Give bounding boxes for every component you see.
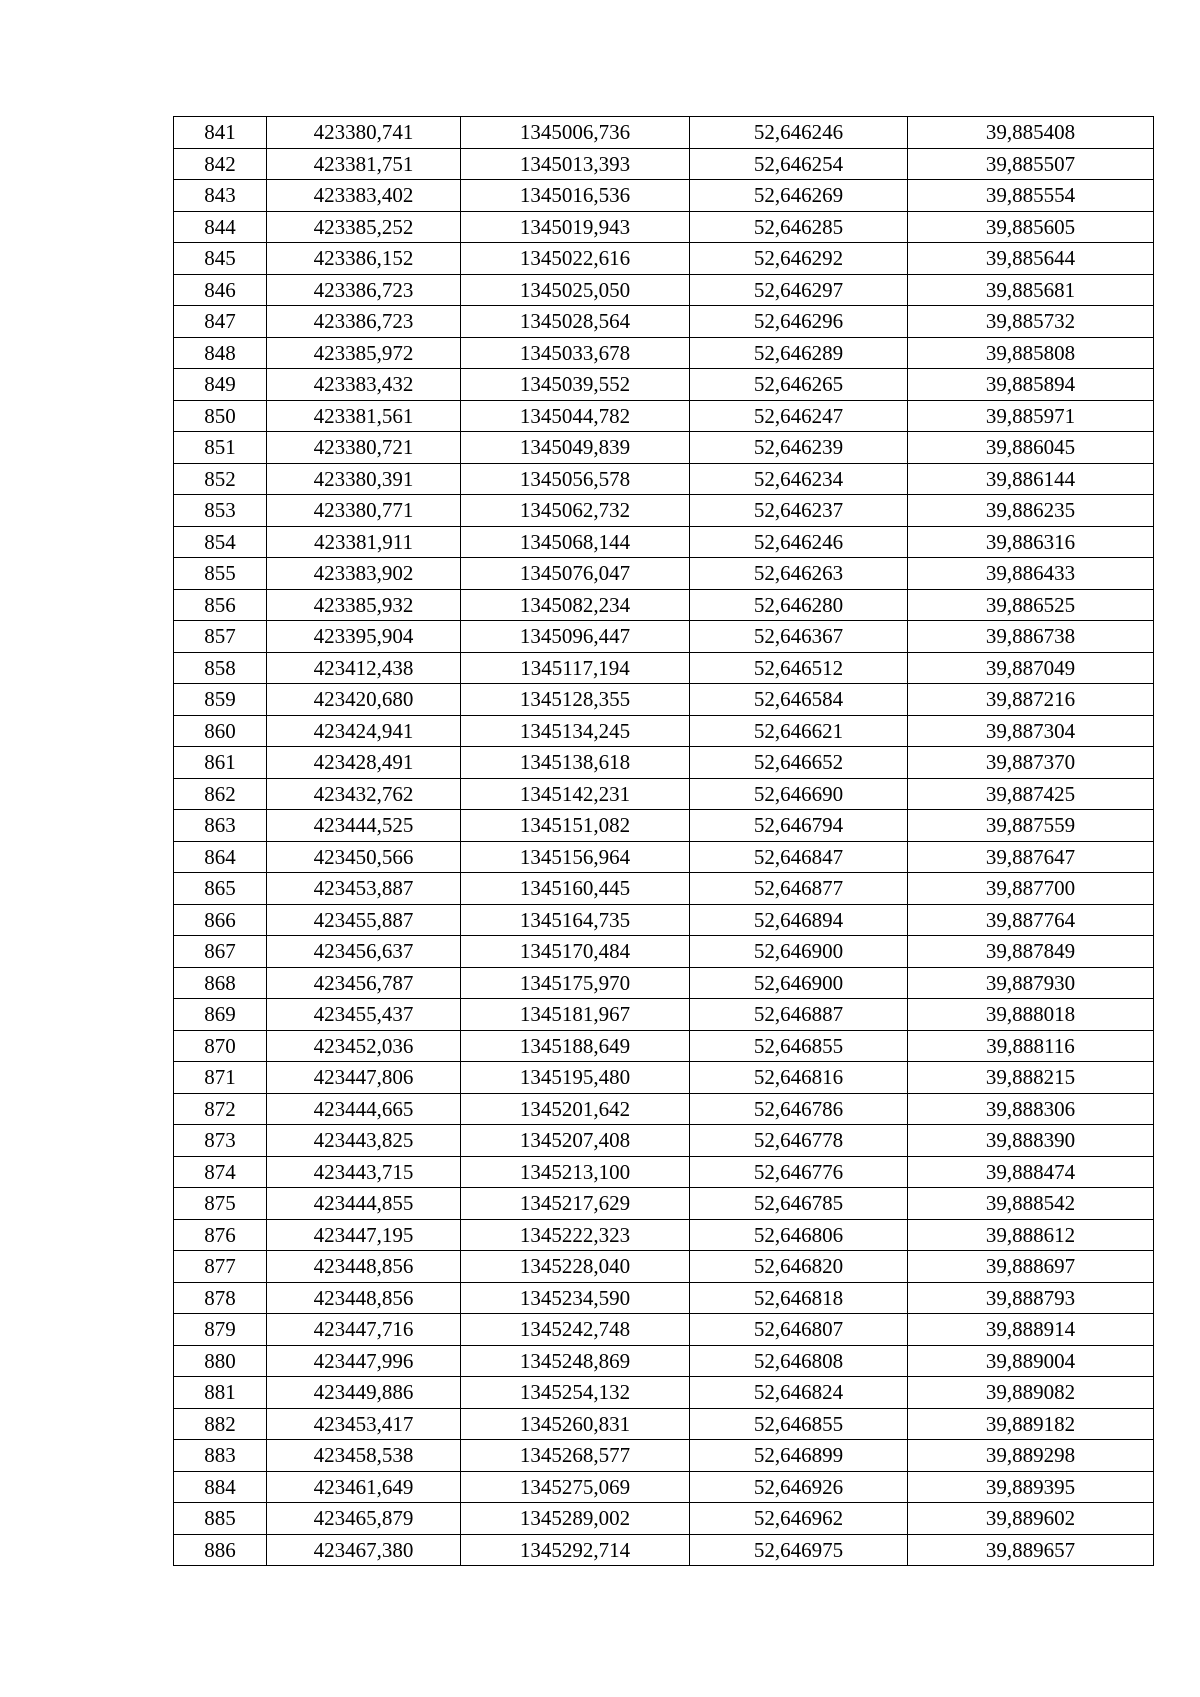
y-coordinate-cell: 1345170,484 xyxy=(461,936,690,968)
x-coordinate-cell: 423420,680 xyxy=(267,684,461,716)
point-number-cell: 847 xyxy=(174,306,267,338)
x-coordinate-cell: 423447,806 xyxy=(267,1062,461,1094)
latitude-cell: 52,646289 xyxy=(690,337,908,369)
point-number-cell: 859 xyxy=(174,684,267,716)
y-coordinate-cell: 1345056,578 xyxy=(461,463,690,495)
longitude-cell: 39,888793 xyxy=(908,1282,1154,1314)
longitude-cell: 39,889082 xyxy=(908,1377,1154,1409)
longitude-cell: 39,887849 xyxy=(908,936,1154,968)
point-number-cell: 846 xyxy=(174,274,267,306)
table-row xyxy=(174,936,1154,968)
y-coordinate-cell: 1345289,002 xyxy=(461,1503,690,1535)
x-coordinate-cell: 423455,437 xyxy=(267,999,461,1031)
longitude-cell: 39,886738 xyxy=(908,621,1154,653)
longitude-cell: 39,888474 xyxy=(908,1156,1154,1188)
y-coordinate-cell: 1345217,629 xyxy=(461,1188,690,1220)
coordinates-table-body xyxy=(174,117,1154,1566)
table-row xyxy=(174,211,1154,243)
table-row xyxy=(174,684,1154,716)
x-coordinate-cell: 423449,886 xyxy=(267,1377,461,1409)
table-row xyxy=(174,967,1154,999)
y-coordinate-cell: 1345181,967 xyxy=(461,999,690,1031)
point-number-cell: 856 xyxy=(174,589,267,621)
y-coordinate-cell: 1345068,144 xyxy=(461,526,690,558)
table-row xyxy=(174,589,1154,621)
x-coordinate-cell: 423385,932 xyxy=(267,589,461,621)
y-coordinate-cell: 1345201,642 xyxy=(461,1093,690,1125)
table-row xyxy=(174,778,1154,810)
y-coordinate-cell: 1345138,618 xyxy=(461,747,690,779)
y-coordinate-cell: 1345062,732 xyxy=(461,495,690,527)
y-coordinate-cell: 1345234,590 xyxy=(461,1282,690,1314)
latitude-cell: 52,646855 xyxy=(690,1030,908,1062)
point-number-cell: 861 xyxy=(174,747,267,779)
latitude-cell: 52,646292 xyxy=(690,243,908,275)
y-coordinate-cell: 1345292,714 xyxy=(461,1534,690,1566)
point-number-cell: 858 xyxy=(174,652,267,684)
x-coordinate-cell: 423447,716 xyxy=(267,1314,461,1346)
longitude-cell: 39,887049 xyxy=(908,652,1154,684)
latitude-cell: 52,646855 xyxy=(690,1408,908,1440)
point-number-cell: 872 xyxy=(174,1093,267,1125)
latitude-cell: 52,646808 xyxy=(690,1345,908,1377)
y-coordinate-cell: 1345044,782 xyxy=(461,400,690,432)
table-row xyxy=(174,1251,1154,1283)
x-coordinate-cell: 423453,417 xyxy=(267,1408,461,1440)
point-number-cell: 843 xyxy=(174,180,267,212)
latitude-cell: 52,646807 xyxy=(690,1314,908,1346)
x-coordinate-cell: 423385,972 xyxy=(267,337,461,369)
point-number-cell: 842 xyxy=(174,148,267,180)
point-number-cell: 866 xyxy=(174,904,267,936)
y-coordinate-cell: 1345151,082 xyxy=(461,810,690,842)
longitude-cell: 39,889602 xyxy=(908,1503,1154,1535)
longitude-cell: 39,887304 xyxy=(908,715,1154,747)
latitude-cell: 52,646254 xyxy=(690,148,908,180)
y-coordinate-cell: 1345076,047 xyxy=(461,558,690,590)
table-row xyxy=(174,999,1154,1031)
y-coordinate-cell: 1345213,100 xyxy=(461,1156,690,1188)
x-coordinate-cell: 423381,561 xyxy=(267,400,461,432)
point-number-cell: 849 xyxy=(174,369,267,401)
latitude-cell: 52,646794 xyxy=(690,810,908,842)
point-number-cell: 868 xyxy=(174,967,267,999)
x-coordinate-cell: 423386,723 xyxy=(267,306,461,338)
latitude-cell: 52,646280 xyxy=(690,589,908,621)
latitude-cell: 52,646900 xyxy=(690,936,908,968)
table-row xyxy=(174,873,1154,905)
point-number-cell: 863 xyxy=(174,810,267,842)
table-row xyxy=(174,526,1154,558)
y-coordinate-cell: 1345207,408 xyxy=(461,1125,690,1157)
table-row xyxy=(174,1093,1154,1125)
table-row xyxy=(174,400,1154,432)
point-number-cell: 869 xyxy=(174,999,267,1031)
longitude-cell: 39,887700 xyxy=(908,873,1154,905)
point-number-cell: 844 xyxy=(174,211,267,243)
point-number-cell: 851 xyxy=(174,432,267,464)
longitude-cell: 39,888390 xyxy=(908,1125,1154,1157)
latitude-cell: 52,646926 xyxy=(690,1471,908,1503)
point-number-cell: 874 xyxy=(174,1156,267,1188)
point-number-cell: 848 xyxy=(174,337,267,369)
longitude-cell: 39,887425 xyxy=(908,778,1154,810)
latitude-cell: 52,646296 xyxy=(690,306,908,338)
longitude-cell: 39,886045 xyxy=(908,432,1154,464)
point-number-cell: 878 xyxy=(174,1282,267,1314)
latitude-cell: 52,646246 xyxy=(690,117,908,149)
table-row xyxy=(174,1282,1154,1314)
x-coordinate-cell: 423458,538 xyxy=(267,1440,461,1472)
y-coordinate-cell: 1345033,678 xyxy=(461,337,690,369)
table-row xyxy=(174,810,1154,842)
longitude-cell: 39,885971 xyxy=(908,400,1154,432)
longitude-cell: 39,889298 xyxy=(908,1440,1154,1472)
latitude-cell: 52,646778 xyxy=(690,1125,908,1157)
x-coordinate-cell: 423395,904 xyxy=(267,621,461,653)
longitude-cell: 39,888306 xyxy=(908,1093,1154,1125)
x-coordinate-cell: 423453,887 xyxy=(267,873,461,905)
longitude-cell: 39,888612 xyxy=(908,1219,1154,1251)
x-coordinate-cell: 423443,825 xyxy=(267,1125,461,1157)
table-row xyxy=(174,369,1154,401)
point-number-cell: 882 xyxy=(174,1408,267,1440)
latitude-cell: 52,646652 xyxy=(690,747,908,779)
latitude-cell: 52,646877 xyxy=(690,873,908,905)
longitude-cell: 39,888215 xyxy=(908,1062,1154,1094)
y-coordinate-cell: 1345175,970 xyxy=(461,967,690,999)
x-coordinate-cell: 423444,525 xyxy=(267,810,461,842)
longitude-cell: 39,885808 xyxy=(908,337,1154,369)
point-number-cell: 883 xyxy=(174,1440,267,1472)
longitude-cell: 39,885681 xyxy=(908,274,1154,306)
x-coordinate-cell: 423443,715 xyxy=(267,1156,461,1188)
latitude-cell: 52,646297 xyxy=(690,274,908,306)
latitude-cell: 52,646285 xyxy=(690,211,908,243)
y-coordinate-cell: 1345028,564 xyxy=(461,306,690,338)
point-number-cell: 854 xyxy=(174,526,267,558)
x-coordinate-cell: 423380,771 xyxy=(267,495,461,527)
latitude-cell: 52,646234 xyxy=(690,463,908,495)
x-coordinate-cell: 423447,195 xyxy=(267,1219,461,1251)
y-coordinate-cell: 1345260,831 xyxy=(461,1408,690,1440)
longitude-cell: 39,885732 xyxy=(908,306,1154,338)
latitude-cell: 52,646900 xyxy=(690,967,908,999)
point-number-cell: 853 xyxy=(174,495,267,527)
point-number-cell: 850 xyxy=(174,400,267,432)
x-coordinate-cell: 423456,637 xyxy=(267,936,461,968)
table-row xyxy=(174,1503,1154,1535)
x-coordinate-cell: 423455,887 xyxy=(267,904,461,936)
y-coordinate-cell: 1345248,869 xyxy=(461,1345,690,1377)
y-coordinate-cell: 1345049,839 xyxy=(461,432,690,464)
point-number-cell: 884 xyxy=(174,1471,267,1503)
table-row xyxy=(174,117,1154,149)
table-row xyxy=(174,432,1154,464)
longitude-cell: 39,888116 xyxy=(908,1030,1154,1062)
longitude-cell: 39,889004 xyxy=(908,1345,1154,1377)
y-coordinate-cell: 1345160,445 xyxy=(461,873,690,905)
x-coordinate-cell: 423456,787 xyxy=(267,967,461,999)
y-coordinate-cell: 1345222,323 xyxy=(461,1219,690,1251)
table-row xyxy=(174,243,1154,275)
y-coordinate-cell: 1345039,552 xyxy=(461,369,690,401)
x-coordinate-cell: 423465,879 xyxy=(267,1503,461,1535)
y-coordinate-cell: 1345013,393 xyxy=(461,148,690,180)
latitude-cell: 52,646824 xyxy=(690,1377,908,1409)
point-number-cell: 867 xyxy=(174,936,267,968)
point-number-cell: 862 xyxy=(174,778,267,810)
y-coordinate-cell: 1345164,735 xyxy=(461,904,690,936)
y-coordinate-cell: 1345016,536 xyxy=(461,180,690,212)
latitude-cell: 52,646367 xyxy=(690,621,908,653)
y-coordinate-cell: 1345022,616 xyxy=(461,243,690,275)
longitude-cell: 39,888697 xyxy=(908,1251,1154,1283)
x-coordinate-cell: 423386,152 xyxy=(267,243,461,275)
table-row xyxy=(174,1219,1154,1251)
y-coordinate-cell: 1345025,050 xyxy=(461,274,690,306)
latitude-cell: 52,646962 xyxy=(690,1503,908,1535)
longitude-cell: 39,886525 xyxy=(908,589,1154,621)
table-row xyxy=(174,148,1154,180)
latitude-cell: 52,646806 xyxy=(690,1219,908,1251)
y-coordinate-cell: 1345117,194 xyxy=(461,652,690,684)
x-coordinate-cell: 423385,252 xyxy=(267,211,461,243)
point-number-cell: 852 xyxy=(174,463,267,495)
latitude-cell: 52,646975 xyxy=(690,1534,908,1566)
x-coordinate-cell: 423461,649 xyxy=(267,1471,461,1503)
point-number-cell: 870 xyxy=(174,1030,267,1062)
point-number-cell: 855 xyxy=(174,558,267,590)
point-number-cell: 886 xyxy=(174,1534,267,1566)
longitude-cell: 39,887216 xyxy=(908,684,1154,716)
latitude-cell: 52,646887 xyxy=(690,999,908,1031)
x-coordinate-cell: 423444,855 xyxy=(267,1188,461,1220)
longitude-cell: 39,885644 xyxy=(908,243,1154,275)
y-coordinate-cell: 1345006,736 xyxy=(461,117,690,149)
point-number-cell: 864 xyxy=(174,841,267,873)
x-coordinate-cell: 423448,856 xyxy=(267,1251,461,1283)
longitude-cell: 39,885554 xyxy=(908,180,1154,212)
table-row xyxy=(174,1188,1154,1220)
x-coordinate-cell: 423452,036 xyxy=(267,1030,461,1062)
x-coordinate-cell: 423428,491 xyxy=(267,747,461,779)
table-row xyxy=(174,841,1154,873)
latitude-cell: 52,646776 xyxy=(690,1156,908,1188)
longitude-cell: 39,889182 xyxy=(908,1408,1154,1440)
y-coordinate-cell: 1345134,245 xyxy=(461,715,690,747)
point-number-cell: 879 xyxy=(174,1314,267,1346)
y-coordinate-cell: 1345188,649 xyxy=(461,1030,690,1062)
table-row xyxy=(174,558,1154,590)
latitude-cell: 52,646820 xyxy=(690,1251,908,1283)
table-row xyxy=(174,1030,1154,1062)
longitude-cell: 39,886235 xyxy=(908,495,1154,527)
y-coordinate-cell: 1345142,231 xyxy=(461,778,690,810)
point-number-cell: 865 xyxy=(174,873,267,905)
point-number-cell: 857 xyxy=(174,621,267,653)
x-coordinate-cell: 423380,721 xyxy=(267,432,461,464)
x-coordinate-cell: 423448,856 xyxy=(267,1282,461,1314)
x-coordinate-cell: 423386,723 xyxy=(267,274,461,306)
latitude-cell: 52,646621 xyxy=(690,715,908,747)
table-row xyxy=(174,274,1154,306)
point-number-cell: 841 xyxy=(174,117,267,149)
table-row xyxy=(174,495,1154,527)
table-row xyxy=(174,1062,1154,1094)
point-number-cell: 881 xyxy=(174,1377,267,1409)
y-coordinate-cell: 1345195,480 xyxy=(461,1062,690,1094)
longitude-cell: 39,886316 xyxy=(908,526,1154,558)
table-row xyxy=(174,1408,1154,1440)
y-coordinate-cell: 1345082,234 xyxy=(461,589,690,621)
longitude-cell: 39,888018 xyxy=(908,999,1154,1031)
y-coordinate-cell: 1345228,040 xyxy=(461,1251,690,1283)
longitude-cell: 39,887764 xyxy=(908,904,1154,936)
table-row xyxy=(174,1471,1154,1503)
longitude-cell: 39,888914 xyxy=(908,1314,1154,1346)
table-row xyxy=(174,747,1154,779)
point-number-cell: 876 xyxy=(174,1219,267,1251)
longitude-cell: 39,887559 xyxy=(908,810,1154,842)
latitude-cell: 52,646512 xyxy=(690,652,908,684)
table-row xyxy=(174,1156,1154,1188)
coordinates-table xyxy=(173,116,1154,1566)
table-row xyxy=(174,715,1154,747)
x-coordinate-cell: 423381,911 xyxy=(267,526,461,558)
latitude-cell: 52,646816 xyxy=(690,1062,908,1094)
latitude-cell: 52,646690 xyxy=(690,778,908,810)
latitude-cell: 52,646269 xyxy=(690,180,908,212)
latitude-cell: 52,646265 xyxy=(690,369,908,401)
longitude-cell: 39,889395 xyxy=(908,1471,1154,1503)
x-coordinate-cell: 423424,941 xyxy=(267,715,461,747)
point-number-cell: 873 xyxy=(174,1125,267,1157)
latitude-cell: 52,646786 xyxy=(690,1093,908,1125)
y-coordinate-cell: 1345156,964 xyxy=(461,841,690,873)
table-row xyxy=(174,306,1154,338)
y-coordinate-cell: 1345242,748 xyxy=(461,1314,690,1346)
x-coordinate-cell: 423467,380 xyxy=(267,1534,461,1566)
table-row xyxy=(174,1534,1154,1566)
point-number-cell: 845 xyxy=(174,243,267,275)
y-coordinate-cell: 1345268,577 xyxy=(461,1440,690,1472)
y-coordinate-cell: 1345096,447 xyxy=(461,621,690,653)
y-coordinate-cell: 1345254,132 xyxy=(461,1377,690,1409)
table-row xyxy=(174,337,1154,369)
latitude-cell: 52,646847 xyxy=(690,841,908,873)
longitude-cell: 39,887370 xyxy=(908,747,1154,779)
table-row xyxy=(174,180,1154,212)
table-row xyxy=(174,904,1154,936)
latitude-cell: 52,646247 xyxy=(690,400,908,432)
x-coordinate-cell: 423432,762 xyxy=(267,778,461,810)
x-coordinate-cell: 423381,751 xyxy=(267,148,461,180)
point-number-cell: 877 xyxy=(174,1251,267,1283)
point-number-cell: 875 xyxy=(174,1188,267,1220)
x-coordinate-cell: 423412,438 xyxy=(267,652,461,684)
latitude-cell: 52,646239 xyxy=(690,432,908,464)
latitude-cell: 52,646246 xyxy=(690,526,908,558)
x-coordinate-cell: 423447,996 xyxy=(267,1345,461,1377)
latitude-cell: 52,646894 xyxy=(690,904,908,936)
longitude-cell: 39,886433 xyxy=(908,558,1154,590)
x-coordinate-cell: 423380,391 xyxy=(267,463,461,495)
x-coordinate-cell: 423380,741 xyxy=(267,117,461,149)
x-coordinate-cell: 423383,902 xyxy=(267,558,461,590)
x-coordinate-cell: 423383,402 xyxy=(267,180,461,212)
latitude-cell: 52,646263 xyxy=(690,558,908,590)
table-row xyxy=(174,1125,1154,1157)
table-row xyxy=(174,1314,1154,1346)
table-row xyxy=(174,652,1154,684)
longitude-cell: 39,887930 xyxy=(908,967,1154,999)
longitude-cell: 39,887647 xyxy=(908,841,1154,873)
longitude-cell: 39,888542 xyxy=(908,1188,1154,1220)
longitude-cell: 39,885408 xyxy=(908,117,1154,149)
table-row xyxy=(174,463,1154,495)
latitude-cell: 52,646237 xyxy=(690,495,908,527)
y-coordinate-cell: 1345275,069 xyxy=(461,1471,690,1503)
x-coordinate-cell: 423383,432 xyxy=(267,369,461,401)
point-number-cell: 871 xyxy=(174,1062,267,1094)
y-coordinate-cell: 1345019,943 xyxy=(461,211,690,243)
latitude-cell: 52,646584 xyxy=(690,684,908,716)
latitude-cell: 52,646785 xyxy=(690,1188,908,1220)
longitude-cell: 39,885605 xyxy=(908,211,1154,243)
latitude-cell: 52,646899 xyxy=(690,1440,908,1472)
table-row xyxy=(174,1377,1154,1409)
point-number-cell: 885 xyxy=(174,1503,267,1535)
table-row xyxy=(174,1440,1154,1472)
longitude-cell: 39,885507 xyxy=(908,148,1154,180)
y-coordinate-cell: 1345128,355 xyxy=(461,684,690,716)
longitude-cell: 39,889657 xyxy=(908,1534,1154,1566)
point-number-cell: 880 xyxy=(174,1345,267,1377)
longitude-cell: 39,886144 xyxy=(908,463,1154,495)
latitude-cell: 52,646818 xyxy=(690,1282,908,1314)
table-row xyxy=(174,1345,1154,1377)
point-number-cell: 860 xyxy=(174,715,267,747)
x-coordinate-cell: 423450,566 xyxy=(267,841,461,873)
longitude-cell: 39,885894 xyxy=(908,369,1154,401)
x-coordinate-cell: 423444,665 xyxy=(267,1093,461,1125)
table-row xyxy=(174,621,1154,653)
